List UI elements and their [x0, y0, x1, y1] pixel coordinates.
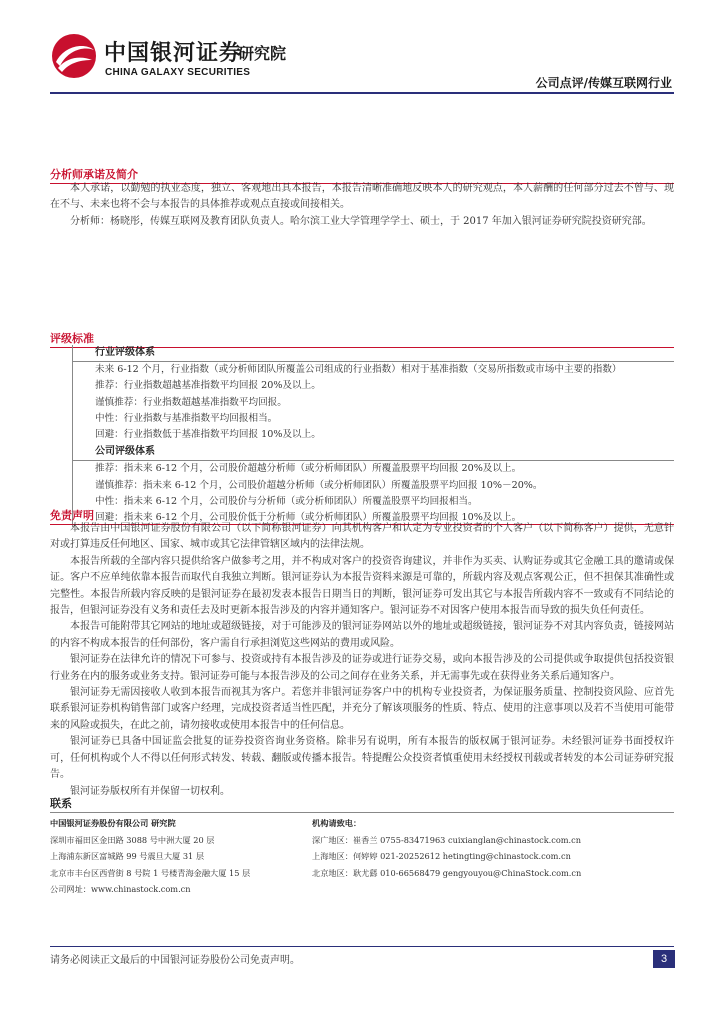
industry-rating-line: 谨慎推荐：行业指数超越基准指数平均回报。 [95, 396, 287, 408]
disclaimer-paragraph: 银河证券无需因接收人收到本报告而视其为客户。若您并非银河证券客户中的机构专业投资者，为保证服务质量、控制投资风险、应首先联系银河证券机构销售部门或客户经理，完成投资者适当性匹配，并充分了解该项服务的性质、特点、使用的注意事项以及若不当使用可能带来的风险或损失，在此之前，请勿接收或使用本报告中的任何信息。 [50, 687, 674, 731]
disclaimer-paragraph: 本报告可能附带其它网站的地址或超级链接，对于可能涉及的银河证券网站以外的地址或超级链接，银河证券不对其内容负责，链接网站的内容不构成本报告的任何部份，客户需自行承担浏览这些网站的费用或风险。 [50, 621, 674, 649]
company-rating-line: 谨慎推荐：指未来 6-12 个月，公司股价超越分析师（或分析师团队）所覆盖股票平均回报 10%－20%。 [95, 479, 543, 491]
industry-rating-title: 行业评级体系 [73, 345, 674, 362]
sales-title: 机构请致电： [312, 818, 362, 828]
analyst-pledge-paragraph: 本人承诺，以勤勉的执业态度，独立、客观地出具本报告，本报告清晰准确地反映本人的研究观点，本人薪酬的任何部分过去不曾与、现在不与、未来也将不会与本报告的具体推荐或观点直接或间接相关。 [50, 183, 674, 211]
company-rating-line: 推荐：指未来 6-12 个月，公司股价超越分析师（或分析师团队）所覆盖股票平均回报 20%及以上。 [95, 463, 522, 475]
industry-rating-line: 回避：行业指数低于基准指数平均回报 10%及以上。 [95, 429, 321, 441]
disclaimer-paragraph: 银河证券版权所有并保留一切权利。 [70, 785, 230, 797]
analyst-section-title: 分析师承诺及简介 [50, 166, 674, 184]
brand-name-cn: 中国银河证券 [104, 41, 243, 66]
disclaimer-paragraph: 本报告由中国银河证券股份有限公司（以下简称银河证券）向其机构客户和认定为专业投资者的个人客户（以下简称客户）提供，无意针对或打算违反任何地区、国家、城市或其它法律管辖区域内的法律法规。 [50, 523, 674, 551]
disclaimer-body [50, 521, 674, 800]
contact-website: 公司网址：www.chinastock.com.cn [50, 884, 191, 894]
footer-divider [50, 946, 674, 947]
galaxy-logo-icon [50, 32, 98, 80]
header-divider [50, 92, 674, 94]
company-rating-title: 公司评级体系 [73, 444, 674, 461]
rating-section-title: 评级标准 [50, 330, 674, 348]
company-rating-line: 回避：指未来 6-12 个月，公司股价低于分析师（或分析师团队）所覆盖股票平均回报 10%及以上。 [95, 512, 522, 524]
brand-logo [50, 32, 300, 84]
contact-section-title: 联系 [50, 795, 674, 813]
report-category: 公司点评/传媒互联网行业 [535, 76, 672, 90]
page-number: 3 [653, 950, 675, 968]
brand-institute: 研究院 [238, 44, 287, 63]
contact-address: 北京市丰台区西营街 8 号院 1 号楼青海金融大厦 15 层 [50, 867, 251, 878]
disclaimer-paragraph: 本报告所载的全部内容只提供给客户做参考之用，并不构成对客户的投资咨询建议，并非作为买卖、认购证券或其它金融工具的邀请或保证。客户不应单纯依靠本报告而取代自我独立判断。银河证券认为本报告资料来源是可靠的，所载内容及观点客观公正，但不担保其准确性或完整性。本报告所载内容反映的是银河证券在最初发表本报告日期当日的判断，银河证券可发出其它与本报告所载内容不一致或有不同结论的报告，但银河证券没有义务和责任去及时更新本报告涉及的内容并通知客户。银河证券不对因客户使用本报告而导致的损失负任何责任。 [50, 555, 674, 617]
contact-company: 中国银河证券股份有限公司 研究院 [50, 818, 176, 828]
disclaimer-paragraph: 银河证券已具备中国证监会批复的证券投资咨询业务资格。除非另有说明，所有本报告的版权属于银河证券。未经银河证券书面授权许可，任何机构或个人不得以任何形式转发、转载、翻版或传播本报告。特提醒公众投资者慎重使用未经授权刊载或者转发的本公司证券研究报告。 [50, 736, 674, 781]
rating-standards [50, 345, 674, 527]
sales-contact: 北京地区：耿尤繇 010-66568479 gengyouyou@ChinaStock.com.cn [312, 867, 582, 878]
industry-rating-line: 推荐：行业指数超越基准指数平均回报 20%及以上。 [95, 380, 321, 392]
sales-contact: 深广地区：崔香兰 0755-83471963 cuixianglan@chinastock.com.cn [312, 834, 581, 845]
sales-contact: 上海地区：何婷婷 021-20252612 hetingting@chinastock.com.cn [312, 851, 571, 861]
footer-note: 请务必阅读正文最后的中国银河证券股份公司免责声明。 [50, 955, 300, 966]
analyst-section-body [50, 181, 674, 230]
brand-name-en: CHINA GALAXY SECURITIES [105, 67, 251, 78]
industry-rating-line: 中性：行业指数与基准指数平均回报相当。 [95, 412, 278, 424]
disclaimer-section-title: 免责声明 [50, 507, 674, 525]
company-rating-line: 中性：指未来 6-12 个月，公司股价与分析师（或分析师团队）所覆盖股票平均回报相当。 [95, 496, 478, 508]
industry-rating-line: 未来 6-12 个月，行业指数（或分析师团队所覆盖公司组成的行业指数）相对于基准指数（交易所指数或市场中主要的指数） [95, 364, 622, 375]
contact-address: 上海浦东新区富城路 99 号震旦大厦 31 层 [50, 851, 205, 861]
analyst-bio-paragraph: 分析师：杨晓彤，传媒互联网及教育团队负责人。哈尔滨工业大学管理学学士、硕士，于 2017 年加入银河证券研究院投资研究部。 [70, 215, 652, 227]
contact-address: 深圳市福田区金田路 3088 号中洲大厦 20 层 [50, 834, 215, 845]
disclaimer-paragraph: 银河证券在法律允许的情况下可参与、投资或持有本报告涉及的证券或进行证券交易，或向本报告涉及的公司提供或争取提供包括投资银行业务在内的服务或业务支持。银河证券可能与本报告涉及的公司之间存在业务关系，并无需事先或在获得业务关系后通知客户。 [50, 654, 674, 682]
